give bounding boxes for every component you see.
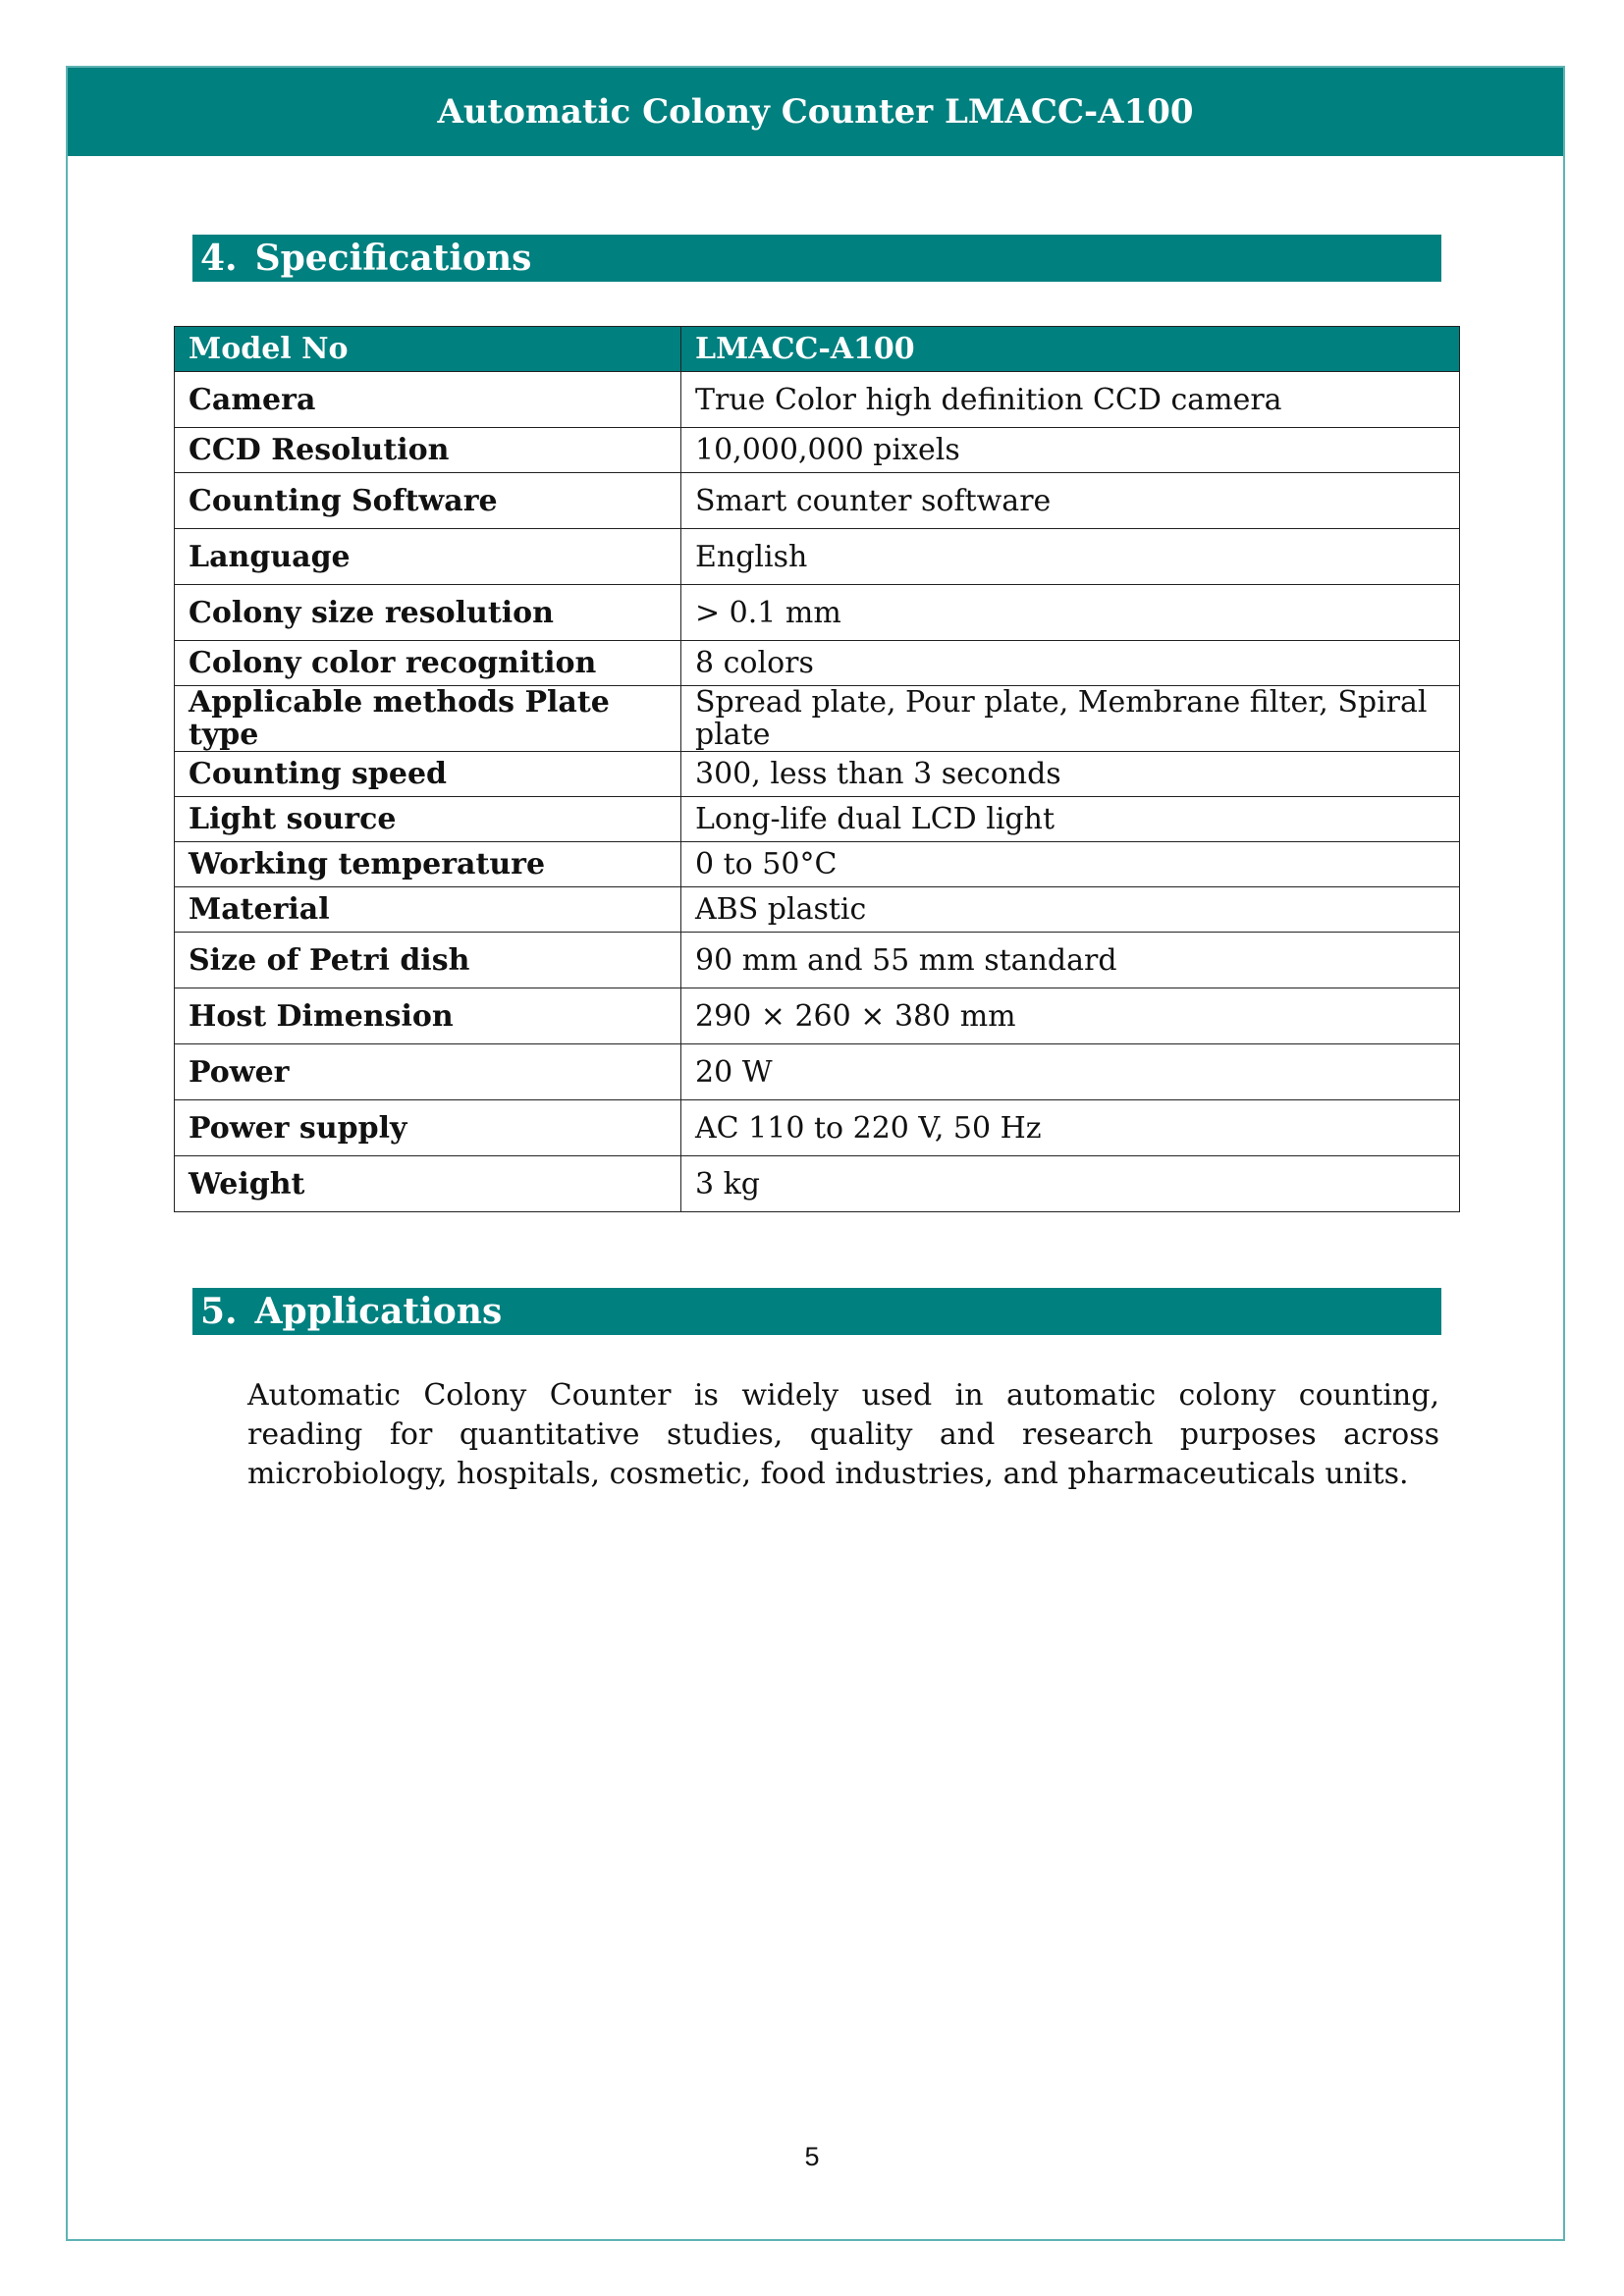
table-row	[175, 1100, 1460, 1156]
spec-value: 90 mm and 55 mm standard	[681, 933, 1460, 988]
spec-value: 0 to 50°C	[681, 842, 1460, 887]
table-row	[175, 529, 1460, 585]
table-header-cell: Model No	[175, 327, 681, 372]
table-row	[175, 585, 1460, 641]
section-title: Specifications	[254, 238, 532, 279]
table-header-row	[175, 327, 1460, 372]
spec-value: Spread plate, Pour plate, Membrane filter, Spiral plate	[681, 686, 1460, 752]
specifications-table	[174, 326, 1460, 1212]
spec-label: Applicable methods Plate type	[175, 686, 681, 752]
spec-label: Colony size resolution	[175, 585, 681, 641]
table-row	[175, 372, 1460, 428]
spec-value: 20 W	[681, 1044, 1460, 1100]
table-header-cell: LMACC-A100	[681, 327, 1460, 372]
spec-value: 300, less than 3 seconds	[681, 752, 1460, 797]
spec-value: 290 × 260 × 380 mm	[681, 988, 1460, 1044]
spec-value: True Color high definition CCD camera	[681, 372, 1460, 428]
applications-paragraph: Automatic Colony Counter is widely used in automatic colony counting, reading for quantitative studies, quality and research purposes across microbiology, hospitals, cosmetic, food industries, and pharmaceuticals units.	[247, 1378, 1439, 1491]
document-title: Automatic Colony Counter LMACC-A100	[437, 92, 1194, 132]
spec-value: Long-life dual LCD light	[681, 797, 1460, 842]
table-row	[175, 752, 1460, 797]
spec-label: Power	[175, 1044, 681, 1100]
spec-label: Host Dimension	[175, 988, 681, 1044]
table-row	[175, 641, 1460, 686]
spec-value: English	[681, 529, 1460, 585]
table-row	[175, 473, 1460, 529]
spec-value: > 0.1 mm	[681, 585, 1460, 641]
spec-label: Material	[175, 887, 681, 933]
table-row	[175, 887, 1460, 933]
table-row	[175, 933, 1460, 988]
table-row	[175, 1156, 1460, 1212]
spec-label: Camera	[175, 372, 681, 428]
table-row	[175, 428, 1460, 473]
spec-label: Power supply	[175, 1100, 681, 1156]
spec-label: Weight	[175, 1156, 681, 1212]
table-row	[175, 988, 1460, 1044]
table-row	[175, 1044, 1460, 1100]
spec-label: Size of Petri dish	[175, 933, 681, 988]
spec-label: Counting speed	[175, 752, 681, 797]
spec-value: 8 colors	[681, 641, 1460, 686]
section-number: 5.	[200, 1291, 238, 1332]
spec-value: Smart counter software	[681, 473, 1460, 529]
spec-label: Counting Software	[175, 473, 681, 529]
table-row	[175, 842, 1460, 887]
table-row	[175, 797, 1460, 842]
section-heading-applications	[192, 1288, 1441, 1335]
table-row	[175, 686, 1460, 752]
section-heading-specifications	[192, 235, 1441, 282]
spec-label: Light source	[175, 797, 681, 842]
section-number: 4.	[200, 238, 238, 279]
spec-label: Language	[175, 529, 681, 585]
spec-label: Working temperature	[175, 842, 681, 887]
spec-value: AC 110 to 220 V, 50 Hz	[681, 1100, 1460, 1156]
spec-label: Colony color recognition	[175, 641, 681, 686]
page-number: 5	[804, 2142, 820, 2171]
spec-value: 10,000,000 pixels	[681, 428, 1460, 473]
section-title: Applications	[254, 1291, 503, 1332]
document-title-bar	[68, 68, 1563, 156]
spec-value: ABS plastic	[681, 887, 1460, 933]
spec-label: CCD Resolution	[175, 428, 681, 473]
spec-value: 3 kg	[681, 1156, 1460, 1212]
